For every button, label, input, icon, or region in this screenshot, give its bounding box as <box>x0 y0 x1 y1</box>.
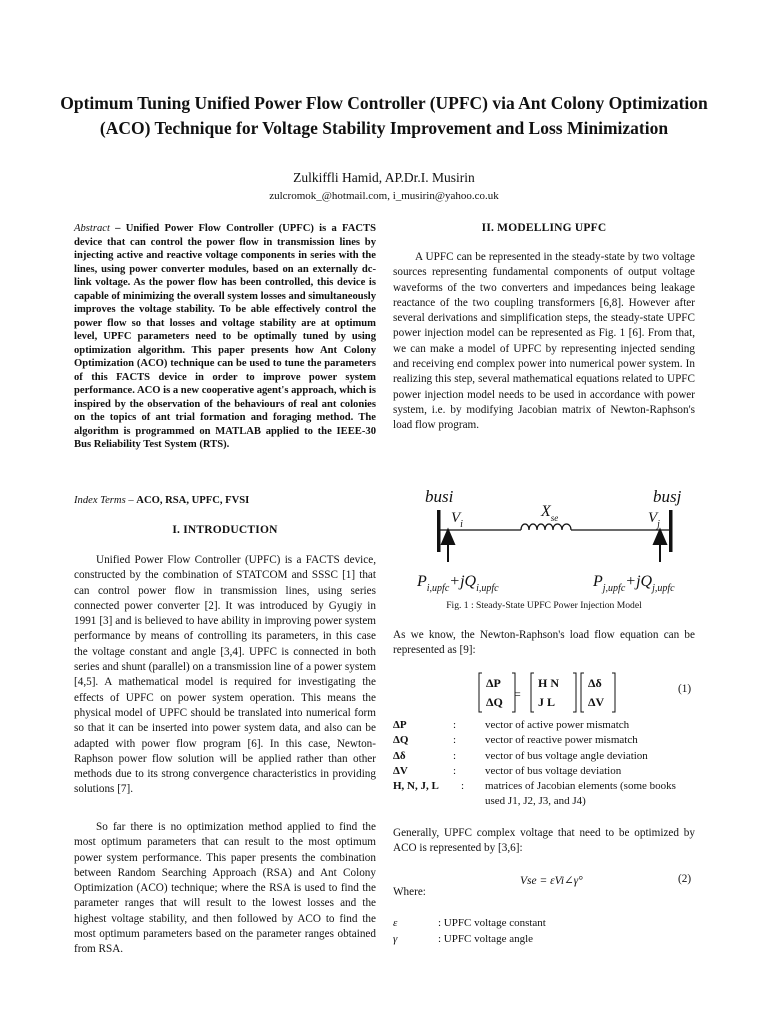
eq1-equals: = <box>514 687 521 701</box>
definition-colon: : <box>461 780 465 793</box>
bus-i-label: busi <box>425 487 454 506</box>
abstract-lead: Abstract <box>74 223 110 234</box>
definition-row <box>393 718 695 733</box>
author-emails: zulcromok_@hotmail.com, i_musirin@yahoo.co.uk <box>269 190 499 202</box>
injection-arrow-j-icon <box>654 530 666 562</box>
where-text: : UPFC voltage constant <box>438 917 546 929</box>
abstract-dash: – <box>109 223 126 234</box>
definition-colon: : <box>453 749 457 762</box>
bus-j-label: busj <box>653 487 682 506</box>
equation-2: Vse = εVi∠γ° <box>520 875 583 887</box>
definition-colon: : <box>453 719 457 731</box>
where-list <box>393 916 693 947</box>
definition-row <box>393 779 695 810</box>
figure-caption: Fig. 1 : Steady-State UPFC Power Injection Model <box>446 600 642 611</box>
index-terms <box>74 495 376 506</box>
voltage-i-label: $V_i$ <box>451 510 463 530</box>
paper-authors: Zulkiffli Hamid, AP.Dr.I. Musirin <box>293 170 475 185</box>
upfc-power-injection-diagram <box>393 486 695 594</box>
where-symbol: γ <box>393 932 398 945</box>
modelling-paragraph-3: Generally, UPFC complex voltage that need to be optimized by ACO is represented by [3,6]: <box>393 827 695 855</box>
bus-j-bar <box>669 510 673 552</box>
definition-text: matrices of Jacobian elements (some books used J1, J2, J3, and J4) <box>485 780 676 808</box>
definition-text: vector of bus voltage deviation <box>485 764 622 777</box>
abstract-text: Unified Power Flow Controller (UPFC) is a FACTS device that can control the power flow in transmission lines by injecting active and reactive voltage components in series with the lines, using power converter modules, based on an externally dc-link voltage. As the power flow has been controlled, this device is capable of minimizing the overall system losses and simultaneously improves the voltage stability. To be able effectively control the power flow so that losses and voltage stability are at optimum level, UPFC parameters need to be optimally tuned by using optimization algorithm. This paper presents how Ant Colony Optimization (ACO) technique can be used to tune the parameters of this FACTS device in order to improve power system performance. ACO is a new cooperative agent's approach, which is inspired by the observation of the behaviours of real ant colonies on the topics of ant trial formation and foraging method. The algorithm is programmed on MATLAB applied to the IEEE-30 Bus Reliability Test System (RTS). <box>74 223 376 450</box>
where-symbol: ε <box>393 917 398 929</box>
series-inductor-icon <box>521 524 571 530</box>
definition-list <box>393 718 695 810</box>
definition-row <box>393 764 695 779</box>
definition-text: vector of active power mismatch <box>485 719 630 731</box>
equation-1-number: (1) <box>678 683 692 695</box>
eq1-mat-bottom: J L <box>538 695 556 709</box>
where-row <box>393 916 693 932</box>
injected-power-i-label: $P_{i,upfc}+jQ_{i,upfc}$ <box>417 573 499 594</box>
where-text: : UPFC voltage angle <box>438 932 534 945</box>
bus-i-bar <box>437 510 441 552</box>
section-heading-modelling: II. MODELLING UPFC <box>481 222 607 234</box>
eq1-lhs-bottom: ΔQ <box>486 695 503 709</box>
definition-row <box>393 749 695 764</box>
definition-colon: : <box>453 734 457 747</box>
eq1-rhs-top: Δδ <box>588 676 602 690</box>
index-terms-dash: – <box>125 495 137 506</box>
equation-1-matrix <box>474 670 644 714</box>
voltage-j-label: $V_j$ <box>648 510 660 530</box>
definition-text: vector of bus voltage angle deviation <box>485 749 648 762</box>
injection-arrow-i-icon <box>442 530 454 562</box>
index-terms-label: Index Terms <box>74 495 126 506</box>
modelling-paragraph-2: As we know, the Newton-Raphson's load flow equation can be represented as [9]: <box>393 629 695 657</box>
definition-symbol: ΔP <box>393 719 407 731</box>
where-label: Where: <box>393 886 426 898</box>
equation-2-number: (2) <box>678 873 692 885</box>
intro-paragraph-1: Unified Power Flow Controller (UPFC) is a FACTS device, constructed by the combination of STATCOM and SSSC [1] that can control power flow in transmission lines, using series connected power converter [2]. It was introduced by Gyugiy in 1991 [3] and is believed to have ability in improving power system performance by means of controlling its parameters, in this case the voltage constant and angle [3,4]. UPFC is connected in both series and shunt (parallel) on a transmission line of a power system [4,5]. A mathematical model is required for investigating the effects of UPFC on power system operation. This means the physical model of UPFC should be translated into numerical form so that it can be inserted into power system data, and also can be adapted with power flow program [6]. In this case, Newton-Raphson power flow solution will be applied rather than other methods due to its strong convergence characteristics in providing solutions [7]. <box>74 554 376 796</box>
definition-symbol: ΔQ <box>393 734 409 747</box>
paper-title: Optimum Tuning Unified Power Flow Controller (UPFC) via Ant Colony Optimization (ACO) Technique for Voltage Stability Improvement and Loss Minimization <box>60 93 708 138</box>
eq1-mat-top: H N <box>538 676 559 690</box>
abstract <box>74 222 376 452</box>
definition-row <box>393 733 695 748</box>
definition-symbol: ΔV <box>393 764 408 777</box>
eq1-rhs-bottom: ΔV <box>588 695 605 709</box>
where-row <box>393 932 693 948</box>
definition-symbol: Δδ <box>393 749 406 762</box>
definition-symbol: H, N, J, L <box>393 780 439 793</box>
eq1-lhs-top: ΔP <box>486 676 501 690</box>
modelling-paragraph-1: A UPFC can be represented in the steady-state by two voltage sources representing fundamental components of output voltage waveforms of the two converters and impedances being leakage reactance of the two coupling transformers [6,8]. However after several derivations and simplification steps, the steady-state UPFC power injection model can be represented as Fig. 1 [6]. From that, we can make a model of UPFC by representing injected sending and receiving end complex power into numerical power system. In realizing this step, several mathematical equations related to UPFC power injection model needs to be used in accordance with power system, i.e. by modifying Jacobian matrix of Newton-Raphson's load flow program. <box>393 251 695 432</box>
section-heading-introduction: I. INTRODUCTION <box>172 524 278 536</box>
index-terms-values: ACO, RSA, UPFC, FVSI <box>136 495 250 506</box>
definition-text: vector of reactive power mismatch <box>485 734 638 747</box>
series-reactance-label: $X_{se}$ <box>541 503 559 523</box>
definition-colon: : <box>453 764 457 777</box>
intro-paragraph-2: So far there is no optimization method applied to find the most optimum parameters that can result to the most optimum power system performance. This paper presents the combination between Random Searching Approach (RSA) and Ant Colony Optimization (ACO) technique; where the RSA is used to find the parameter ranges that will result to the lowest losses and the highest voltage stability, and then followed by ACO to find the most optimum parameters based on the parameter ranges obtained from RSA. <box>74 821 376 956</box>
injected-power-j-label: $P_{j,upfc}+jQ_{j,upfc}$ <box>593 573 675 594</box>
